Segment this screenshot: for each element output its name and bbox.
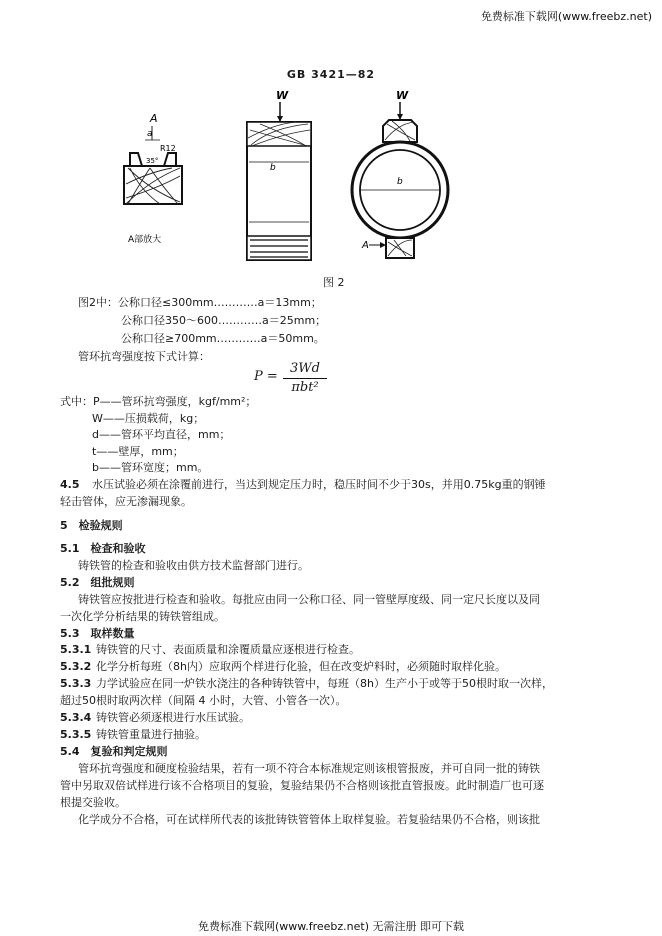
- fig-note-line-1: 图2中：公称口径≤300mm…………a＝13mm；: [78, 296, 322, 309]
- clause-4-5-number: 4.5: [60, 478, 80, 491]
- fig-note-line-2: 公称口径350～600…………a＝25mm；: [121, 314, 327, 327]
- section-5-3-1-number: 5.3.1: [60, 643, 92, 656]
- fraction-bar: [283, 378, 327, 379]
- section-5-3-3-number: 5.3.3: [60, 677, 92, 690]
- section-5-3-heading: 5.3 取样数量: [60, 627, 135, 640]
- symbol-line-4: t——壁厚，mm；: [92, 445, 184, 458]
- bottom-watermark: 免费标准下载网(www.freebz.net) 无需注册 即可下载: [197, 920, 465, 933]
- section-5-4-p1-line-1: 管环抗弯强度和硬度检验结果，若有一项不符合本标准规定则该根管报废，并可自同一批的铸铁: [78, 762, 540, 775]
- section-5-4-p2-line-1: 化学成分不合格，可在试样所代表的该批铸铁管管体上取样复验。若复验结果仍不合格，则该批: [78, 813, 540, 826]
- label-a-front: A: [362, 240, 369, 251]
- fig-note-line-3: 公称口径≥700mm…………a＝50mm。: [121, 332, 325, 345]
- section-5-heading: 5 检验规则: [60, 519, 123, 532]
- label-a-detail: A: [150, 112, 158, 125]
- figure-caption: 图 2: [323, 276, 345, 289]
- section-5-2-line-2: 一次化学分析结果的铸铁管组成。: [60, 610, 225, 623]
- side-view-drawing: [247, 89, 311, 260]
- label-r12: R12: [160, 144, 176, 153]
- front-view-drawing: [352, 89, 448, 258]
- standard-number: GB 3421—82: [286, 68, 376, 81]
- section-5-1-heading: 5.1 检查和验收: [60, 542, 146, 555]
- symbol-line-2: W——压损载荷，kg；: [92, 412, 205, 425]
- section-5-2-line-1: 铸铁管应按批进行检查和验收。每批应由同一公称口径、同一管壁厚度级、同一定尺长度以及同: [78, 593, 540, 606]
- symbol-line-5: b——管环宽度；mm。: [92, 461, 209, 474]
- top-watermark: 免费标准下载网(www.freebz.net): [480, 10, 652, 23]
- calc-intro: 管环抗弯强度按下式计算：: [78, 350, 210, 363]
- symbol-line-1: 式中：P——管环抗弯强度，kgf/mm²；: [60, 395, 257, 408]
- section-5-3-4-number: 5.3.4: [60, 711, 92, 724]
- formula-numerator: 3Wd: [290, 361, 320, 376]
- detail-caption: A部放大: [128, 235, 162, 245]
- section-5-4-heading: 5.4 复验和判定规则: [60, 745, 168, 758]
- section-5-3-2-text: 化学分析每班（8h内）应取两个样进行化验，但在改变炉料时，必须随时取样化验。: [96, 660, 506, 673]
- clause-4-5-line-1: 水压试验必须在涂覆前进行，当达到规定压力时，稳压时间不少于30s，并用0.75kg重的钢锤: [92, 478, 546, 491]
- label-b-front: b: [397, 177, 403, 187]
- section-5-4-p1-line-3: 根提交验收。: [60, 796, 126, 809]
- section-5-3-4-text: 铸铁管必须逐根进行水压试验。: [96, 711, 250, 724]
- section-5-3-5-text: 铸铁管重量进行抽验。: [96, 728, 206, 741]
- section-5-4-p1-line-2: 管中另取双倍试样进行该不合格项目的复验，复验结果仍不合格则该批直管报废。此时制造厂也可逐: [60, 779, 544, 792]
- section-5-3-3-line-1: 力学试验应在同一炉铁水浇注的各种铸铁管中，每班（8h）生产小于或等于50根时取一次样，: [96, 677, 553, 690]
- detail-a-drawing: [124, 112, 182, 245]
- clause-4-5-line-2: 轻击管体，应无渗漏现象。: [60, 495, 192, 508]
- section-5-1-text: 铸铁管的检查和验收由供方技术监督部门进行。: [78, 559, 309, 572]
- formula-denominator: πbt²: [291, 380, 319, 395]
- section-5-3-3-line-2: 超过50根时取两次样（间隔 4 小时，大管、小管各一次）。: [60, 694, 347, 707]
- section-5-2-heading: 5.2 组批规则: [60, 576, 135, 589]
- section-5-3-1-text: 铸铁管的尺寸、表面质量和涂覆质量应逐根进行检查。: [96, 643, 360, 656]
- section-5-3-2-number: 5.3.2: [60, 660, 92, 673]
- section-5-3-5-number: 5.3.5: [60, 728, 92, 741]
- symbol-line-3: d——管环平均直径，mm；: [92, 428, 231, 441]
- label-w-front: W: [396, 89, 409, 102]
- label-35-deg: 35°: [146, 157, 159, 165]
- label-a-dimension: a: [147, 129, 153, 139]
- label-w-side: W: [276, 89, 289, 102]
- formula-lhs: P =: [254, 369, 278, 384]
- label-b-side: b: [270, 163, 276, 173]
- figure-2: [0, 0, 662, 300]
